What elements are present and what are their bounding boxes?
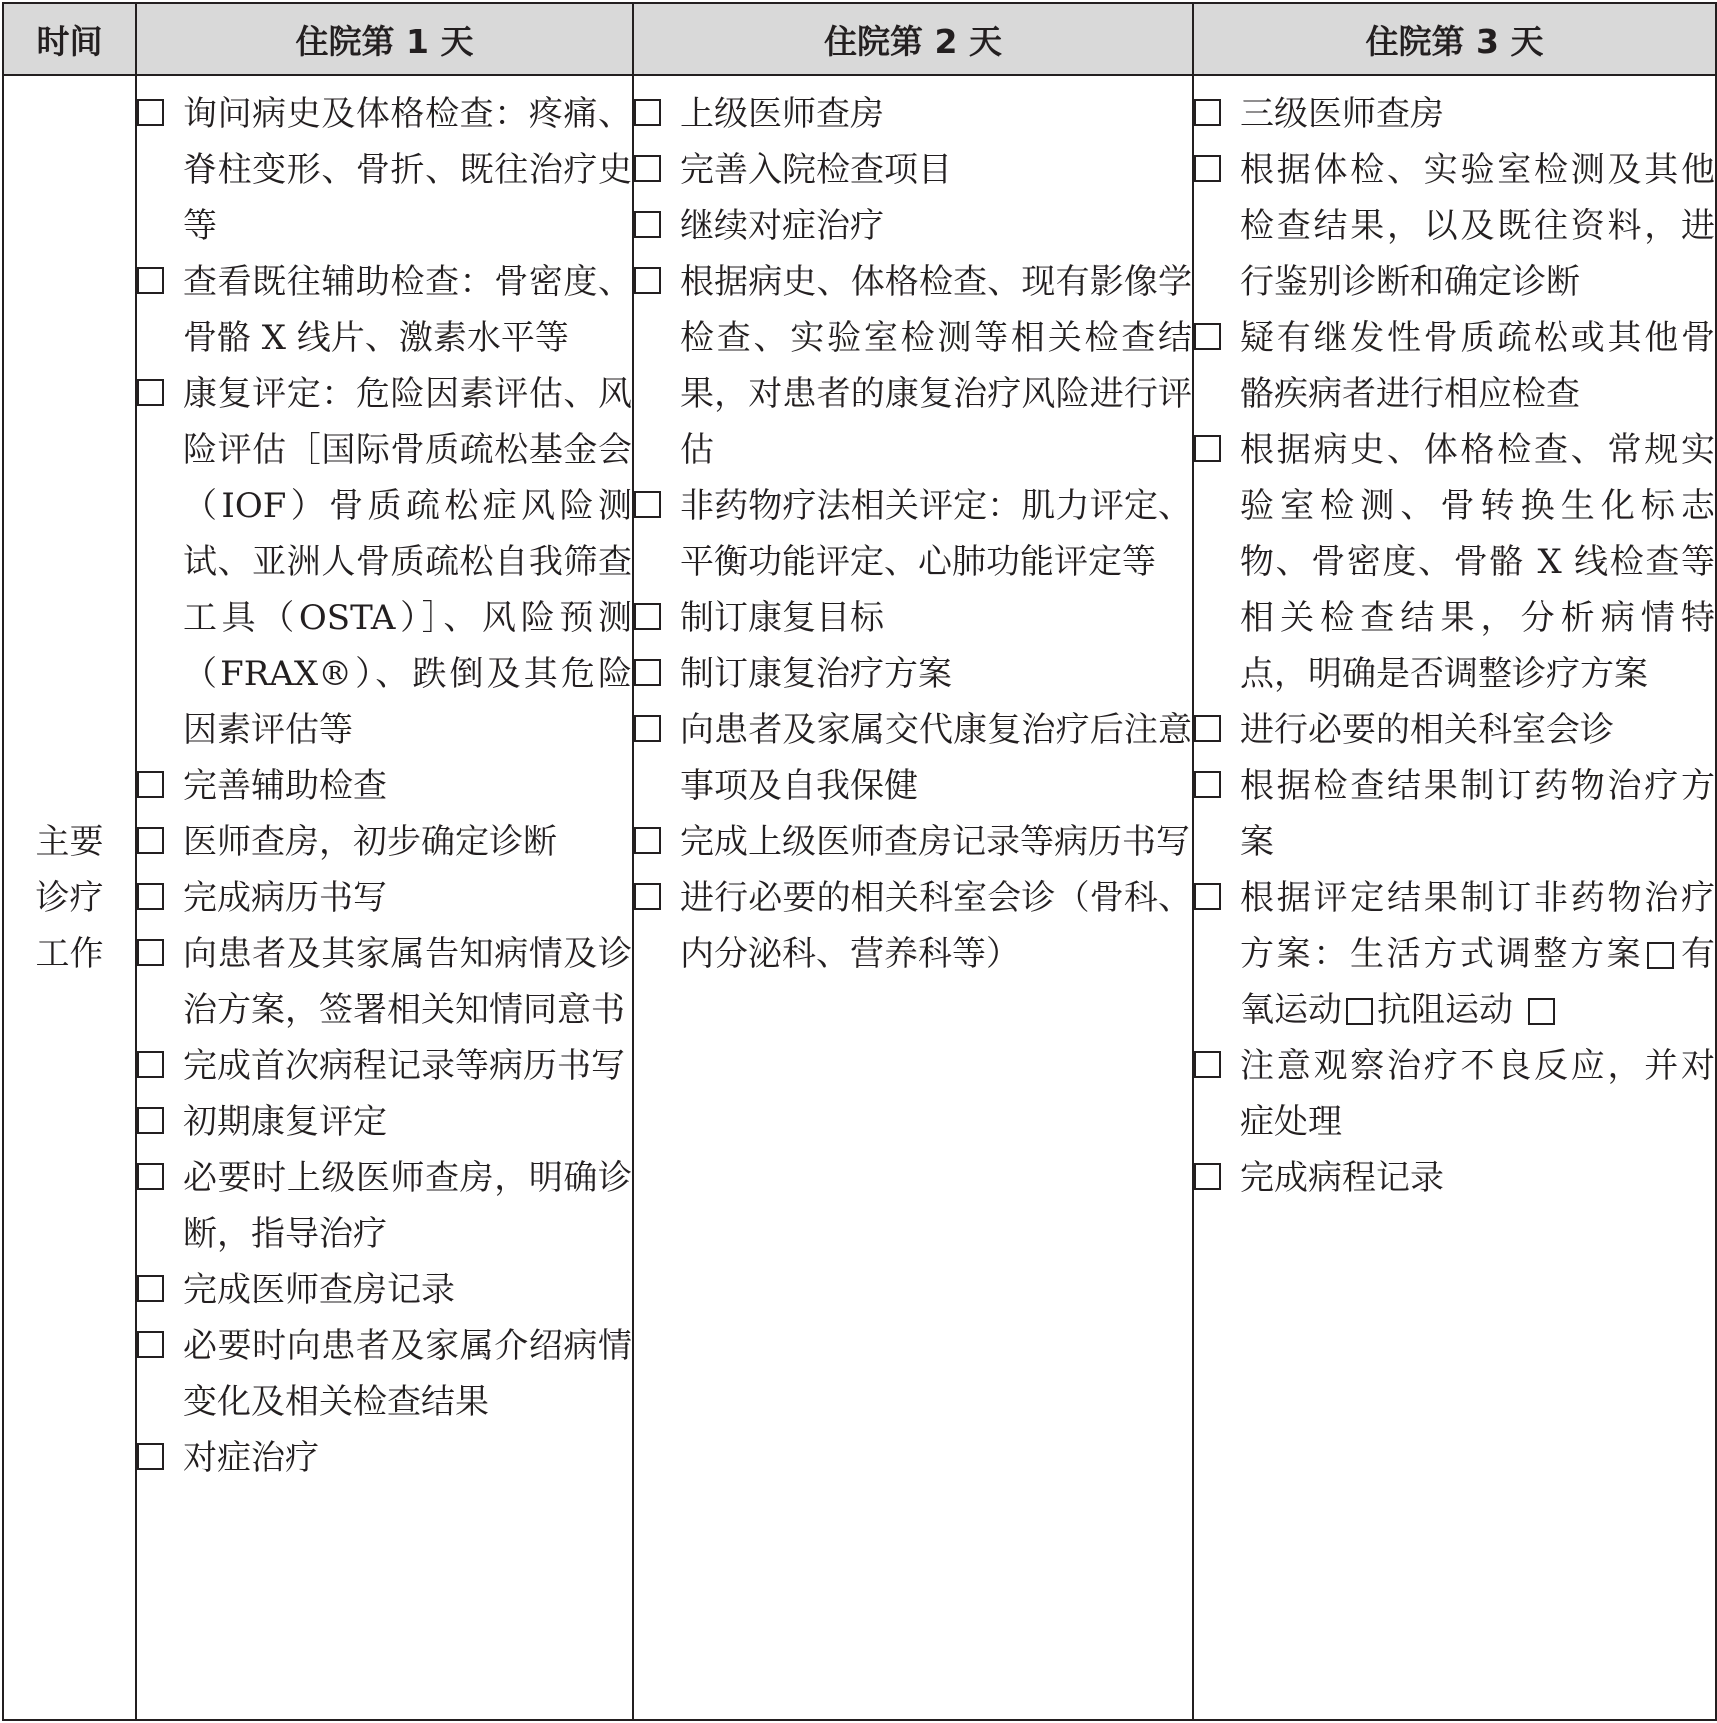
day-2-item: [634, 870, 1192, 982]
item-text: 完成病程记录: [1240, 1158, 1444, 1198]
item-text: 继续对症治疗: [680, 206, 884, 246]
day-3-cell: [1193, 75, 1716, 1720]
day-3-item: [1194, 310, 1715, 422]
row-label-cell: [3, 75, 136, 1720]
day-3-item: [1194, 702, 1715, 758]
day-1-item: [137, 926, 632, 1038]
day-1-item: [137, 1038, 632, 1094]
header-day-3: 住院第 3 天: [1193, 3, 1716, 75]
checkbox[interactable]: [634, 827, 661, 854]
checkbox[interactable]: [137, 379, 164, 406]
item-text: 向患者及家属交代康复治疗后注意事项及自我保健: [680, 710, 1192, 806]
item-text: 医师查房，初步确定诊断: [183, 822, 557, 862]
checkbox[interactable]: [634, 491, 661, 518]
header-row: [3, 3, 1716, 75]
item-text: 查看既往辅助检查：骨密度、骨骼 X 线片、激素水平等: [183, 262, 632, 358]
header-day-1: 住院第 1 天: [136, 3, 633, 75]
day-1-item: [137, 1150, 632, 1262]
day-1-item: [137, 1262, 632, 1318]
day-3-item: [1194, 422, 1715, 702]
item-text: 制订康复治疗方案: [680, 654, 952, 694]
item-text: 询问病史及体格检查：疼痛、脊柱变形、骨折、既往治疗史等: [183, 94, 632, 246]
item-text: 初期康复评定: [183, 1102, 387, 1142]
checkbox[interactable]: [634, 155, 661, 182]
item-text: 三级医师查房: [1240, 94, 1444, 134]
checkbox[interactable]: [137, 1163, 164, 1190]
day-1-cell: [136, 75, 633, 1720]
checkbox[interactable]: [1194, 1051, 1221, 1078]
day-3-item: [1194, 86, 1715, 142]
day-3-item: [1194, 1038, 1715, 1150]
checkbox-aerobic[interactable]: [1647, 942, 1674, 969]
item-text: 完善入院检查项目: [680, 150, 952, 190]
item-text: 必要时上级医师查房，明确诊断，指导治疗: [183, 1158, 632, 1254]
day-2-item: [634, 478, 1192, 590]
day-1-item: [137, 254, 632, 366]
checkbox[interactable]: [634, 603, 661, 630]
main-work-row: [3, 75, 1716, 1720]
item-text: 完成病历书写: [183, 878, 387, 918]
checkbox[interactable]: [1194, 323, 1221, 350]
item-text: 非药物疗法相关评定：肌力评定、平衡功能评定、心肺功能评定等: [680, 486, 1192, 582]
checkbox[interactable]: [137, 883, 164, 910]
checkbox-resistance[interactable]: [1346, 998, 1373, 1025]
checkbox[interactable]: [634, 211, 661, 238]
item-text: 完成首次病程记录等病历书写: [183, 1046, 625, 1086]
day-2-cell: [633, 75, 1193, 1720]
item-text: 完成医师查房记录: [183, 1270, 455, 1310]
item-text: 上级医师查房: [680, 94, 884, 134]
day-3-item: [1194, 142, 1715, 310]
checkbox[interactable]: [137, 1107, 164, 1134]
item-text: 制订康复目标: [680, 598, 884, 638]
checkbox[interactable]: [137, 1051, 164, 1078]
checkbox[interactable]: [137, 1275, 164, 1302]
day-1-item: [137, 86, 632, 254]
item-text: 完成上级医师查房记录等病历书写: [680, 822, 1190, 862]
checkbox[interactable]: [1194, 771, 1221, 798]
day-1-item: [137, 1094, 632, 1150]
checkbox[interactable]: [634, 267, 661, 294]
item-text: 疑有继发性骨质疏松或其他骨骼疾病者进行相应检查: [1240, 318, 1715, 414]
item-text: 康复评定：危险因素评估、风险评估［国际骨质疏松基金会（IOF）骨质疏松症风险测试、亚洲人骨质疏松自我筛查工具（OSTA）］、风险预测（FRAX®）、跌倒及其危险因素评估等: [183, 374, 632, 750]
checkbox[interactable]: [634, 883, 661, 910]
lifestyle-prefix: 根据评定结果制订非药物治疗方案：生活方式调整方案: [1240, 878, 1715, 974]
day-3-item: [1194, 758, 1715, 870]
checkbox[interactable]: [137, 267, 164, 294]
day-2-item: [634, 814, 1192, 870]
day-2-item: [634, 646, 1192, 702]
row-label: 主要诊疗工作: [35, 821, 104, 974]
option-aerobic: 有氧运动: [1240, 934, 1716, 1030]
checkbox[interactable]: [137, 99, 164, 126]
header-day-2: 住院第 2 天: [633, 3, 1193, 75]
item-text: 根据病史、体格检查、现有影像学检查、实验室检测等相关检查结果，对患者的康复治疗风险进行评估: [680, 262, 1192, 470]
checkbox[interactable]: [1194, 883, 1221, 910]
day-1-item: [137, 814, 632, 870]
day-2-item: [634, 198, 1192, 254]
checkbox[interactable]: [634, 659, 661, 686]
checkbox[interactable]: [137, 939, 164, 966]
checkbox[interactable]: [1194, 1163, 1221, 1190]
item-text: 根据体检、实验室检测及其他检查结果，以及既往资料，进行鉴别诊断和确定诊断: [1240, 150, 1715, 302]
day-1-item: [137, 758, 632, 814]
day-2-item: [634, 590, 1192, 646]
header-time: 时间: [3, 3, 136, 75]
checkbox[interactable]: [634, 99, 661, 126]
day-2-checklist: [634, 86, 1192, 982]
day-1-item: [137, 366, 632, 758]
day-3-checklist: [1194, 86, 1715, 1206]
item-text: 向患者及其家属告知病情及诊治方案，签署相关知情同意书: [183, 934, 632, 1030]
checkbox[interactable]: [137, 771, 164, 798]
day-2-item: [634, 86, 1192, 142]
item-text: 完善辅助检查: [183, 766, 387, 806]
item-text: 必要时向患者及家属介绍病情变化及相关检查结果: [183, 1326, 632, 1422]
item-text: 进行必要的相关科室会诊（骨科、内分泌科、营养科等）: [680, 878, 1192, 974]
day-1-item: [137, 1318, 632, 1430]
checkbox[interactable]: [137, 1443, 164, 1470]
day-1-item: [137, 1430, 632, 1486]
checkbox[interactable]: [137, 1331, 164, 1358]
day-2-item: [634, 142, 1192, 198]
item-text: 根据检查结果制订药物治疗方案: [1240, 766, 1715, 862]
day-2-item: [634, 254, 1192, 478]
checkbox[interactable]: [1194, 435, 1221, 462]
checkbox[interactable]: [1194, 715, 1221, 742]
item-text: 根据病史、体格检查、常规实验室检测、骨转换生化标志物、骨密度、骨骼 X 线检查等相关检查结果，分析病情特点，明确是否调整诊疗方案: [1240, 430, 1715, 694]
checkbox-other[interactable]: [1528, 998, 1555, 1025]
option-resistance: 抗阻运动: [1377, 990, 1513, 1030]
day-3-item-lifestyle: [1194, 870, 1715, 1038]
checkbox[interactable]: [137, 827, 164, 854]
item-text: 进行必要的相关科室会诊: [1240, 710, 1614, 750]
checkbox[interactable]: [1194, 99, 1221, 126]
day-1-checklist: [137, 86, 632, 1486]
checkbox[interactable]: [1194, 155, 1221, 182]
clinical-pathway-table: [2, 2, 1717, 1721]
checkbox[interactable]: [634, 715, 661, 742]
item-text: 对症治疗: [183, 1438, 319, 1478]
item-text: 注意观察治疗不良反应，并对症处理: [1240, 1046, 1715, 1142]
day-3-item: [1194, 1150, 1715, 1206]
day-2-item: [634, 702, 1192, 814]
day-1-item: [137, 870, 632, 926]
